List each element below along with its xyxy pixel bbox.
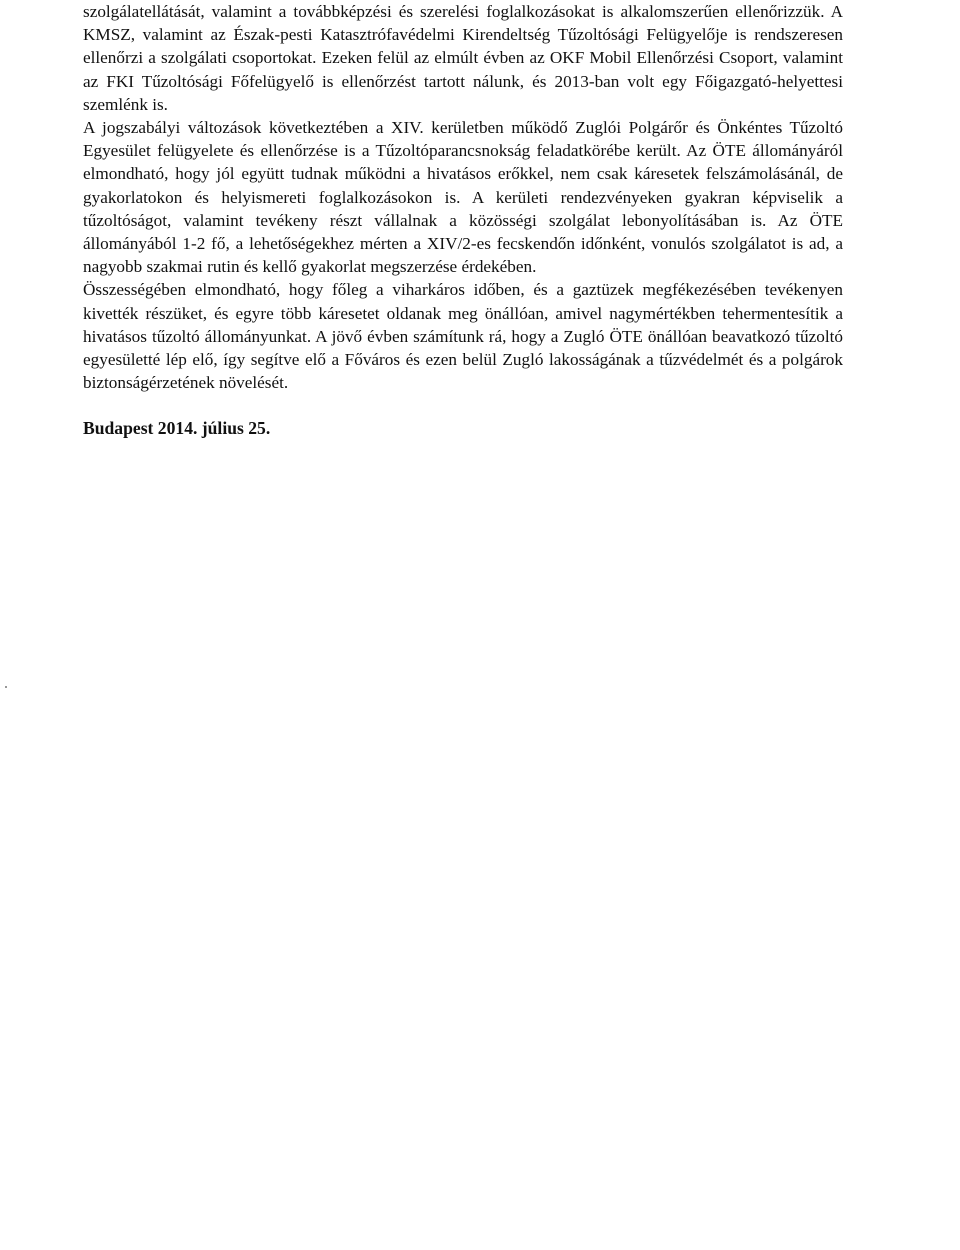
paragraph-summary: Összességében elmondható, hogy főleg a viharkáros időben, és a gaztüzek megfékezésében tevékenyen kivették részüket, és egyre több káresetet oldanak meg önállóan, amivel nagymértékben tehermentesítik a hivatásos tűzoltó állományunkat. A jövő évben számítunk rá, hogy a Zugló ÖTE önállóan beavatkozó tűzoltó egyesületté lép elő, így segítve elő a Főváros és ezen belül Zugló lakosságának a tűzvédelmét és a polgárok biztonságérzetének növelését. (83, 280, 843, 393)
place-and-date: Budapest 2014. július 25. (83, 418, 271, 439)
paragraph-inspections: szolgálatellátását, valamint a továbbképzési és szerelési foglalkozásokat is alkalomszerűen ellenőrizzük. A KMSZ, valamint az Észak-pesti Katasztrófavédelmi Kirendeltség Tűzoltósági Felügyelője is rendszeresen ellenőrzi a szolgálati csoportokat. Ezeken felül az elmúlt évben az OKF Mobil Ellenőrzési Csoport, valamint az FKI Tűzoltósági Főfelügyelő is ellenőrzést tartott nálunk, és 2013-ban volt egy Főigazgató-helyettesi szemlénk is. (83, 2, 843, 114)
paragraph-volunteer-association: A jogszabályi változások következtében a XIV. kerületben működő Zuglói Polgárőr és Önkéntes Tűzoltó Egyesület felügyelete és ellenőrzése is a Tűzoltóparancsnokság feladatkörébe került. Az ÖTE állományáról elmondható, hogy jól együtt tudnak működni a hivatásos erőkkel, nem csak káresetek felszámolásánál, de gyakorlatokon és helyismereti foglalkozásokon is. A kerületi rendezvényeken gyakran képviselik a tűzoltóságot, valamint tevékeny részt vállalnak a közösségi szolgálat lebonyolításában is. Az ÖTE állományából 1-2 fő, a lehetőségekhez mérten a XIV/2-es fecskendőn időnként, vonulós szolgálatot is ad, a nagyobb szakmai rutin és kellő gyakorlat megszerzése érdekében. (83, 118, 843, 277)
document-page (83, 0, 843, 441)
scan-speck (5, 686, 7, 688)
